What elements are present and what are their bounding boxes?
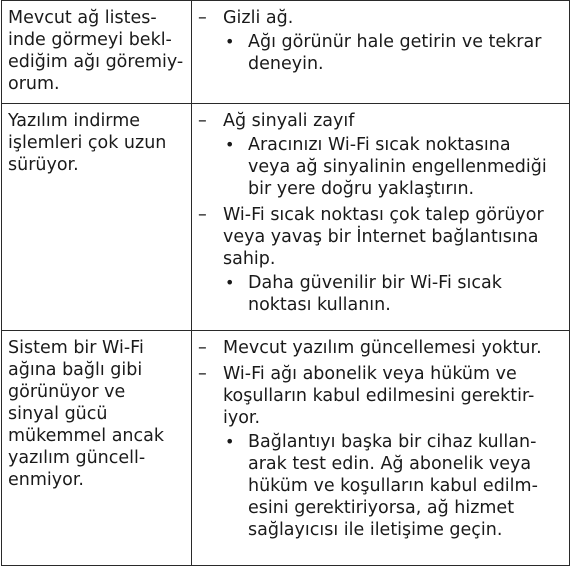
problem-text-line: orum. xyxy=(8,74,60,94)
cause-item xyxy=(198,337,563,359)
cause-text-line: iyor. xyxy=(223,408,261,428)
problem-text-line: işlemleri çok uzun xyxy=(8,133,167,153)
solution-text-line: esini gerektiriyorsa, ağ hizmet xyxy=(248,498,515,518)
cause-text-line: veya yavaş bir İnternet bağlantısına xyxy=(223,227,539,247)
bullet-marker: • xyxy=(225,273,235,292)
dash-marker: – xyxy=(198,111,207,131)
troubleshooting-table xyxy=(1,0,570,566)
table-row xyxy=(2,104,570,331)
solution-text-line: deneyin. xyxy=(248,54,324,74)
table-row xyxy=(2,331,570,566)
bullet-marker: • xyxy=(225,432,235,451)
cause-text-line: Wi-Fi ağı abonelik veya hüküm ve xyxy=(223,364,517,384)
problem-text-line: yazılım güncell- xyxy=(8,448,146,468)
solution-text-line: Aracınızı Wi-Fi sıcak noktasına xyxy=(248,135,511,155)
solution-item xyxy=(198,431,563,541)
problem-cell xyxy=(2,1,192,104)
problem-text-line: ağına bağlı gibi xyxy=(8,360,143,380)
problem-text-line: sürüyor. xyxy=(8,155,79,175)
cause-solution-cell xyxy=(192,331,570,566)
dash-marker: – xyxy=(198,205,207,225)
dash-marker: – xyxy=(198,338,207,358)
problem-text-line: Sistem bir Wi-Fi xyxy=(8,338,144,358)
solution-item xyxy=(198,31,563,75)
table-row xyxy=(2,1,570,104)
solution-text-line: sağlayıcısı ile iletişime geçin. xyxy=(248,520,503,540)
dash-marker: – xyxy=(198,364,207,384)
problem-text-line: mükemmel ancak xyxy=(8,426,164,446)
solution-item xyxy=(198,134,563,200)
problem-text-line: ediğim ağı göremiy- xyxy=(8,52,184,72)
cause-item xyxy=(198,363,563,429)
cause-item xyxy=(198,7,563,29)
problem-cell xyxy=(2,331,192,566)
cause-text-line: koşulların kabul edilmesini gerektir- xyxy=(223,386,535,406)
cause-text-line: sahip. xyxy=(223,249,276,269)
solution-text-line: noktası kullanın. xyxy=(248,295,391,315)
solution-text-line: bir yere doğru yaklaştırın. xyxy=(248,179,475,199)
problem-text-line: görünüyor ve xyxy=(8,382,126,402)
cause-item xyxy=(198,204,563,270)
cause-text-line: Gizli ağ. xyxy=(223,8,294,28)
solution-text-line: veya ağ sinyalinin engellenmediği xyxy=(248,157,547,177)
cause-text-line: Mevcut yazılım güncellemesi yoktur. xyxy=(223,338,542,358)
problem-text-line: inde görmeyi bekl- xyxy=(8,30,172,50)
solution-text-line: Bağlantıyı başka bir cihaz kullan- xyxy=(248,432,537,452)
solution-item xyxy=(198,272,563,316)
problem-text-line: sinyal gücü xyxy=(8,404,108,424)
solution-text-line: Ağı görünür hale getirin ve tekrar xyxy=(248,32,542,52)
bullet-marker: • xyxy=(225,32,235,51)
solution-text-line: Daha güvenilir bir Wi-Fi sıcak xyxy=(248,273,502,293)
cause-solution-cell xyxy=(192,1,570,104)
bullet-marker: • xyxy=(225,135,235,154)
problem-text-line: enmiyor. xyxy=(8,470,84,490)
cause-solution-cell xyxy=(192,104,570,331)
dash-marker: – xyxy=(198,8,207,28)
solution-text-line: hüküm ve koşulların kabul edilm- xyxy=(248,476,538,496)
problem-text-line: Mevcut ağ listes- xyxy=(8,8,157,28)
cause-item xyxy=(198,110,563,132)
cause-text-line: Ağ sinyali zayıf xyxy=(223,111,355,131)
cause-text-line: Wi-Fi sıcak noktası çok talep görüyor xyxy=(223,205,544,225)
solution-text-line: arak test edin. Ağ abonelik veya xyxy=(248,454,532,474)
problem-text-line: Yazılım indirme xyxy=(8,111,141,131)
problem-cell xyxy=(2,104,192,331)
